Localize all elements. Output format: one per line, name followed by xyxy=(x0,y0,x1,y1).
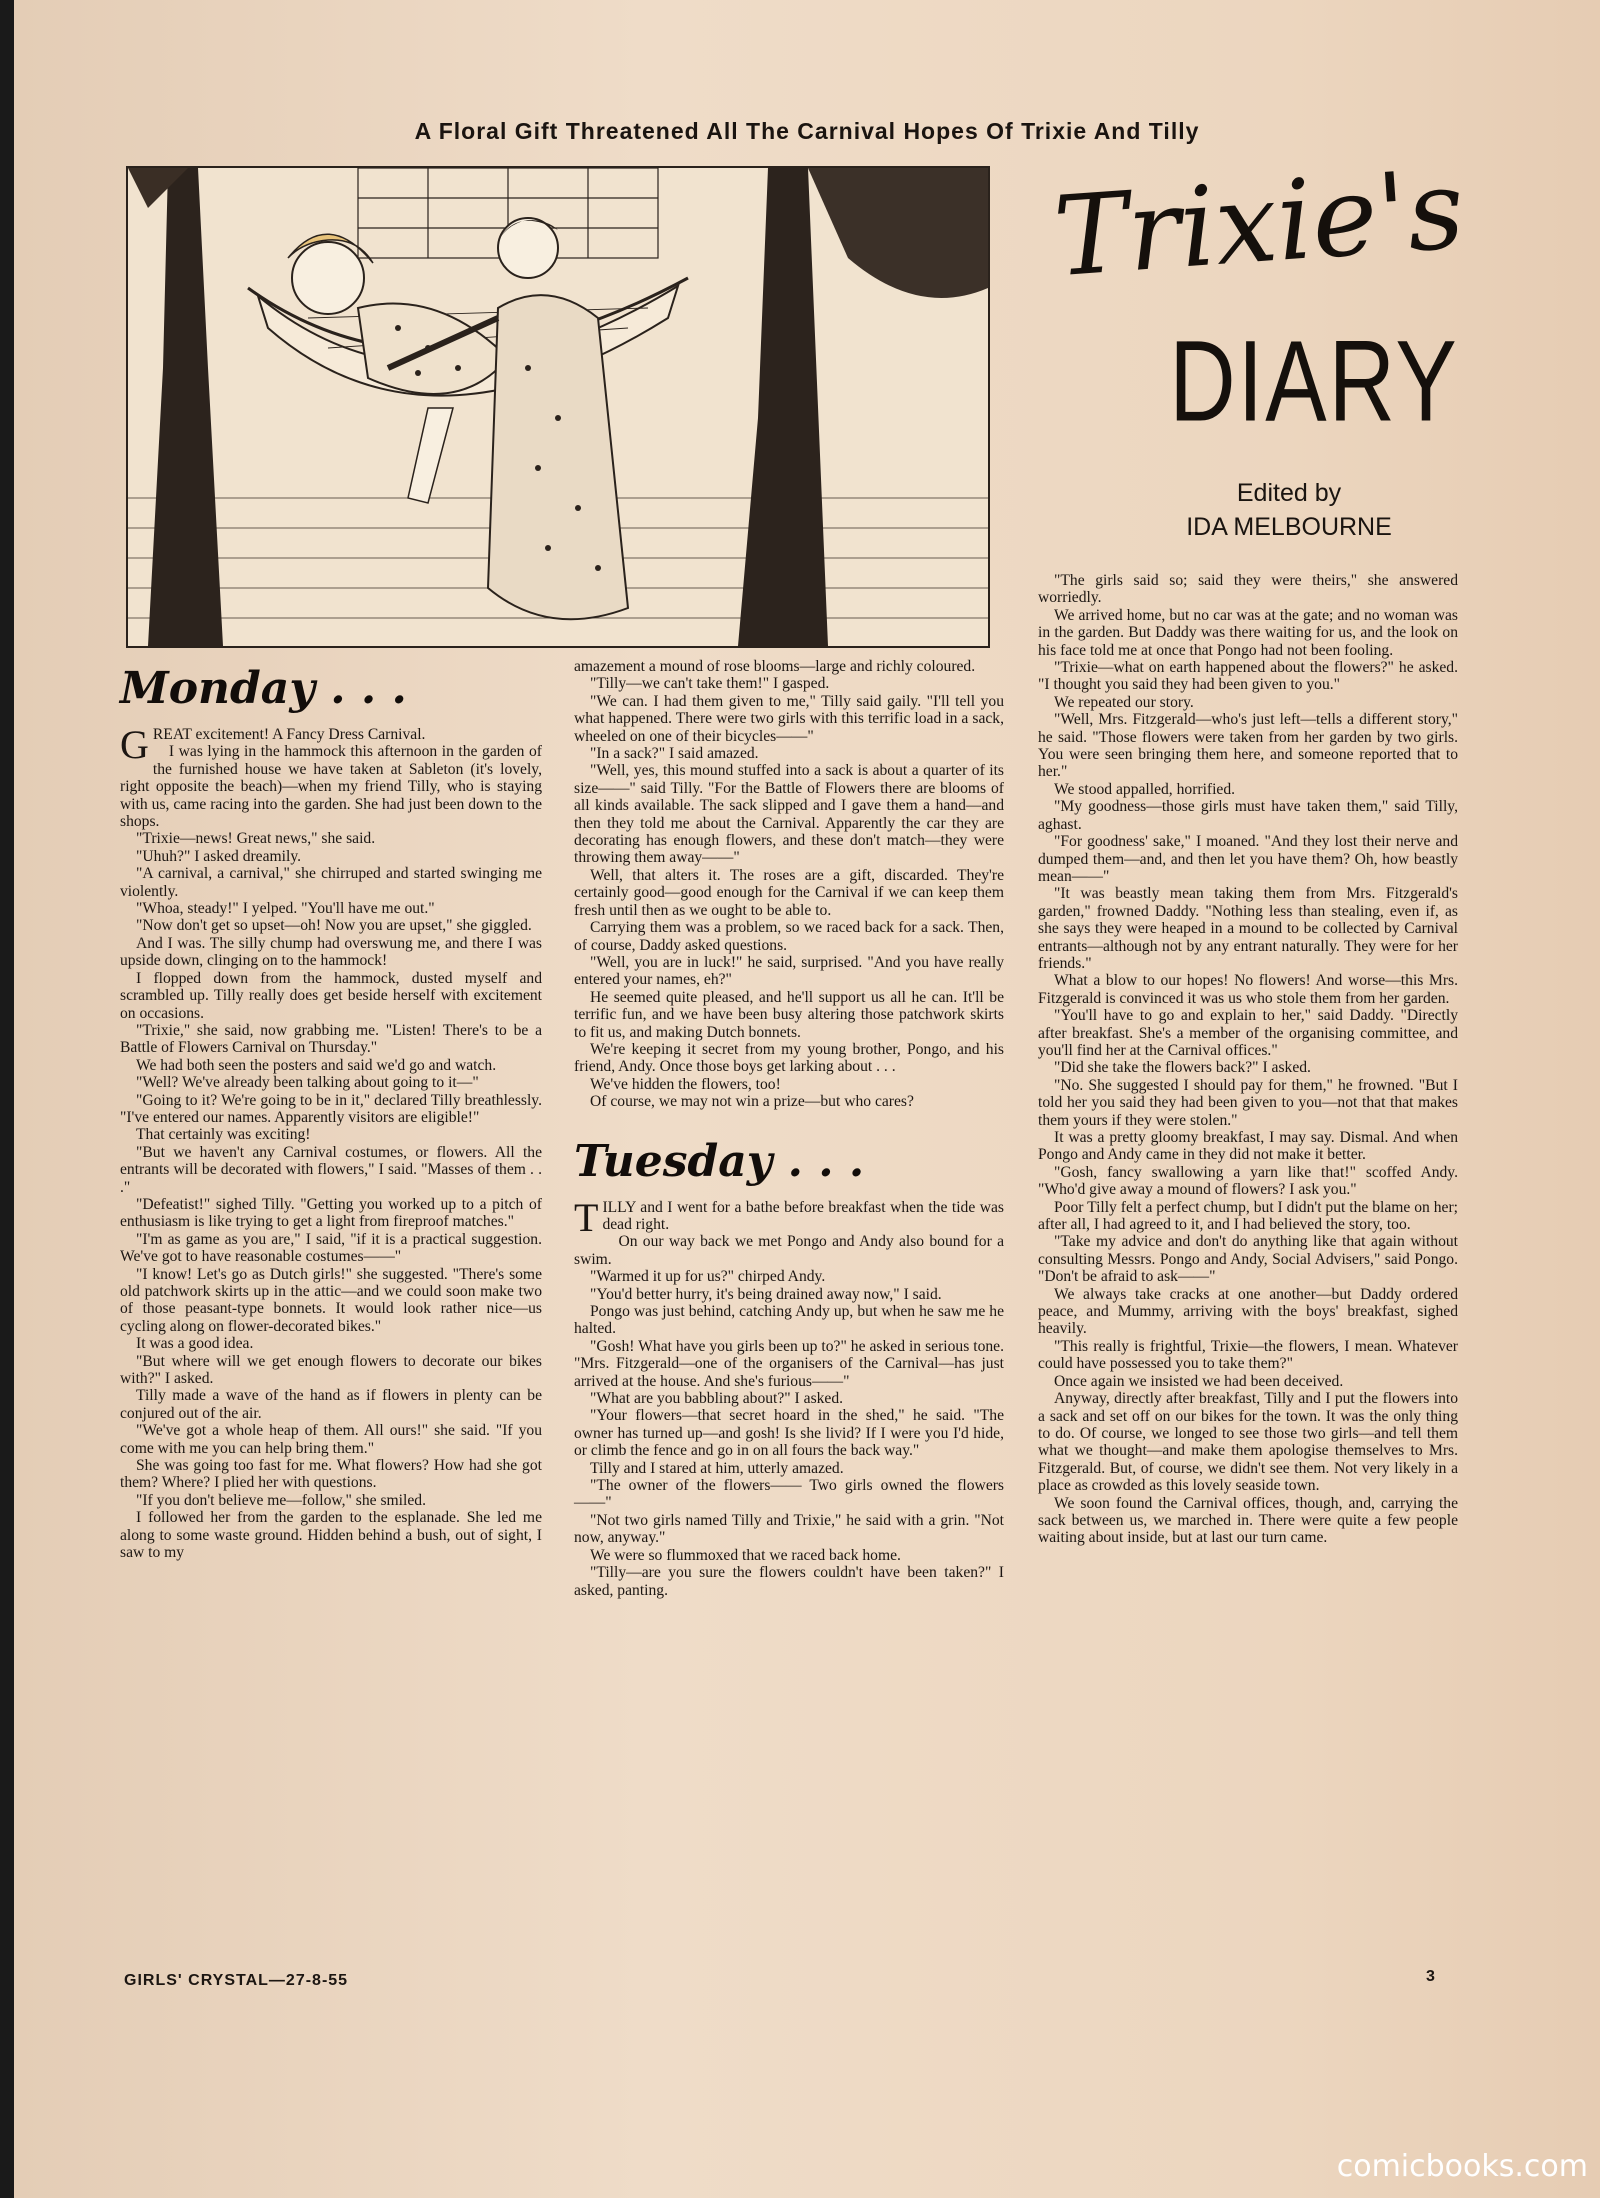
paragraph xyxy=(1038,1338,1458,1373)
paragraph-text: Once again we insisted we had been deceived. xyxy=(1054,1372,1344,1390)
paragraph-text: We're keeping it secret from my young brother, Pongo, and his friend, Andy. Once those boys get larking about . . . xyxy=(574,1040,1004,1076)
paragraph-text: On our way back we met Pongo and Andy also bound for a swim. xyxy=(574,1233,1004,1268)
paragraph-text: "Defeatist!" sighed Tilly. "Getting you worked up to a pitch of enthusiasm is like trying to get a light from fireproof matches." xyxy=(120,1195,542,1231)
paragraph xyxy=(1038,1373,1458,1390)
paragraph xyxy=(574,1268,1004,1285)
paragraph-text: "But where will we get enough flowers to decorate our bikes with?" I asked. xyxy=(120,1352,542,1388)
paragraph xyxy=(120,743,542,830)
paragraph xyxy=(574,1477,1004,1512)
headline: A Floral Gift Threatened All The Carnival Hopes Of Trixie And Tilly xyxy=(414,118,1200,144)
paragraph-text: "Not two girls named Tilly and Trixie," he said with a grin. "Not now, anyway." xyxy=(574,1511,1004,1547)
paragraph xyxy=(1038,1164,1458,1199)
paragraph-text: "Uhuh?" I asked dreamily. xyxy=(136,847,302,865)
paragraph-text: Carrying them was a problem, so we raced back for a sack. Then, of course, Daddy asked questions. xyxy=(574,919,1004,954)
paragraph xyxy=(1038,1286,1458,1338)
paragraph xyxy=(574,745,1004,762)
paragraph xyxy=(1038,1199,1458,1234)
paragraph xyxy=(574,1564,1004,1599)
paragraph xyxy=(120,1353,542,1388)
paragraph xyxy=(574,867,1004,919)
paragraph xyxy=(120,848,542,865)
tuesday-text-continued xyxy=(1038,572,1458,1547)
paragraph-text: "We've got a whole heap of them. All ours!" she said. "If you come with me you can help bring them." xyxy=(120,1422,542,1457)
paragraph-text: "You'd better hurry, it's being drained away now," I said. xyxy=(590,1285,942,1303)
paragraph-text: REAT excitement! A Fancy Dress Carnival. xyxy=(152,726,426,743)
paragraph xyxy=(574,989,1004,1041)
paragraph-text: He seemed quite pleased, and he'll support us all he can. It'll be terrific fun, and we have been busy altering those patchwork skirts to fit us, and making Dutch bonnets. xyxy=(574,988,1004,1041)
paragraph-text: "I'm as game as you are," I said, "if it is a practical suggestion. We've got to have reasonable costumes——" xyxy=(120,1230,542,1266)
tuesday-text xyxy=(574,1194,1004,1599)
paragraph-text: "No. She suggested I should pay for them," he frowned. "But I told her you said they had been given to you—not that that makes them yours if they were stolen." xyxy=(1038,1076,1458,1129)
paragraph-text: "Trixie—what on earth happened about the flowers?" he asked. "I thought you said they had been given to you." xyxy=(1038,659,1458,694)
paragraph-text: "Well? We've already been talking about going to it—" xyxy=(136,1074,479,1092)
paragraph xyxy=(574,1390,1004,1407)
paragraph-text: That certainly was exciting! xyxy=(136,1126,311,1144)
paragraph xyxy=(574,762,1004,866)
paragraph xyxy=(120,1196,542,1231)
paragraph-text: "But we haven't any Carnival costumes, or flowers. All the entrants will be decorated with flowers," I said. "Masses of them . . ." xyxy=(120,1143,542,1196)
paragraph xyxy=(120,917,542,934)
paragraph-text: "Tilly—we can't take them!" I gasped. xyxy=(590,675,830,693)
paragraph xyxy=(120,1457,542,1492)
paragraph-text: "Well, Mrs. Fitzgerald—who's just left—tells a different story," he said. "Those flowers were taken from her garden by two girls. You were seen bringing them here, and someone reported that to her." xyxy=(1038,711,1458,781)
paragraph xyxy=(120,830,542,847)
paragraph xyxy=(574,954,1004,989)
paragraph xyxy=(1038,885,1458,972)
paragraph-text: And I was. The silly chump had overswung me, and there I was upside down, clinging on to the hammock! xyxy=(120,934,542,970)
title-script: Trixie's xyxy=(1049,144,1469,302)
paragraph-text: "My goodness—those girls must have taken them," said Tilly, aghast. xyxy=(1038,798,1458,833)
paragraph-text: We arrived home, but no car was at the gate; and no woman was in the garden. But Daddy was there waiting for us, and the look on his face told me at once that Pongo had not been fooling. xyxy=(1038,606,1458,659)
paragraph-text: Well, that alters it. The roses are a gift, discarded. They're certainly good—good enough for the Carnival if we can keep them fresh until then as we ought to be able to. xyxy=(574,866,1004,919)
paragraph-text: Poor Tilly felt a perfect chump, but I didn't put the blame on her; after all, I had agreed to it, and I had believed the story, too. xyxy=(1038,1198,1458,1234)
magazine-page xyxy=(14,0,1600,2198)
paragraph xyxy=(120,1022,542,1057)
monday-heading: Monday . . . xyxy=(120,663,407,714)
paragraph-text: "Trixie—news! Great news," she said. xyxy=(136,830,376,848)
paragraph xyxy=(574,1093,1004,1110)
title-caps: DIARY xyxy=(1169,318,1459,446)
paragraph xyxy=(120,1231,542,1266)
paragraph xyxy=(574,1233,1004,1268)
paragraph xyxy=(574,1303,1004,1338)
paragraph-text: We repeated our story. xyxy=(1054,693,1194,711)
paragraph xyxy=(1038,1007,1458,1059)
paragraph xyxy=(1038,1233,1458,1285)
paragraph-text: "Tilly—are you sure the flowers couldn't have been taken?" I asked, panting. xyxy=(574,1564,1004,1599)
paragraph xyxy=(574,1041,1004,1076)
paragraph xyxy=(120,722,542,767)
magazine-issue-footer: GIRLS' CRYSTAL—27-8-55 xyxy=(124,1972,349,1989)
edited-by-label: Edited by xyxy=(1236,479,1342,507)
paragraph xyxy=(1038,607,1458,659)
paragraph-text: "We can. I had them given to me," Tilly said gaily. "I'll tell you what happened. There were two girls with this terrific load in a sack, wheeled on one of their bicycles——" xyxy=(574,692,1004,745)
paragraph-text: I was lying in the hammock this afternoon in the garden of the furnished house we have taken at Sableton (it's lovely, right opposite the beach)—when my friend Tilly, who is staying with us, came racing into the garden. She had just been down to the shops. xyxy=(120,743,542,831)
paragraph xyxy=(120,1266,542,1336)
paragraph-text: Anyway, directly after breakfast, Tilly and I put the flowers into a sack and set off on our bikes for the town. It was the only thing to do. Of course, we longed to see those two girls—and tell them what we thought—and make them apologise themselves to Mrs. Fitzgerald. But, of course, we didn't see them. Not very likely in a place as crowded as this lovely seaside town. xyxy=(1038,1390,1458,1495)
paragraph-text: "Well, you are in luck!" he said, surprised. "And you have really entered your names, eh?" xyxy=(574,953,1004,989)
paragraph xyxy=(1038,694,1458,711)
paragraph xyxy=(574,658,1004,675)
paragraph-text: "Now don't get so upset—oh! Now you are upset," she giggled. xyxy=(136,917,532,935)
paragraph-text: I followed her from the garden to the esplanade. She led me along to some waste ground. Hidden behind a bush, out of sight, I saw to my xyxy=(120,1509,542,1562)
paragraph-text: We soon found the Carnival offices, though, and, carrying the sack between us, we marched in. There were quite a few people waiting about inside, but at last our turn came. xyxy=(1038,1494,1458,1547)
tuesday-heading: Tuesday . . . xyxy=(574,1135,865,1187)
paragraph-text: Tilly and I stared at him, utterly amazed. xyxy=(590,1459,844,1477)
monday-text-continued xyxy=(574,658,1004,1111)
paragraph-text: "The girls said so; said they were theirs," she answered worriedly. xyxy=(1038,572,1458,607)
paragraph xyxy=(1038,572,1458,607)
paragraph xyxy=(120,1387,542,1422)
paragraph xyxy=(1038,1129,1458,1164)
paragraph-text: We always take cracks at one another—but Daddy ordered peace, and Mummy, arriving with the boys' breakfast, sighed heavily. xyxy=(1038,1285,1458,1338)
paragraph xyxy=(574,1338,1004,1390)
paragraph-text: "Warmed it up for us?" chirped Andy. xyxy=(590,1268,826,1286)
paragraph-text: "Did she take the flowers back?" I asked. xyxy=(1054,1059,1311,1077)
paragraph xyxy=(574,675,1004,692)
paragraph-text: "I know! Let's go as Dutch girls!" she suggested. "There's some old patchwork skirts up in the attic—and we could soon make two of those peasant-type bonnets. It would look rather nice—us cycling along on flower-decorated bikes." xyxy=(120,1265,542,1335)
paragraph xyxy=(1038,1059,1458,1076)
paragraph-text: "This really is frightful, Trixie—the flowers, I mean. Whatever could have possessed you to take them?" xyxy=(1038,1337,1458,1373)
paragraph-text: What a blow to our hopes! No flowers! And worse—this Mrs. Fitzgerald is convinced it was us who stole them from her garden. xyxy=(1038,972,1458,1007)
paragraph-text: "Gosh, fancy swallowing a yarn like that!" scoffed Andy. "Who'd give away a mound of flowers? I ask you." xyxy=(1038,1163,1458,1199)
paragraph xyxy=(574,1076,1004,1093)
paragraph xyxy=(1038,833,1458,885)
paragraph xyxy=(1038,1077,1458,1129)
paragraph-text: She was going too fast for me. What flowers? How had she got them? Where? I plied her with questions. xyxy=(120,1457,542,1492)
paragraph xyxy=(120,935,542,970)
paragraph xyxy=(120,1126,542,1143)
paragraph xyxy=(120,1492,542,1509)
paragraph-text: "A carnival, a carnival," she chirruped and started swinging me violently. xyxy=(120,865,542,900)
paragraph-text: We had both seen the posters and said we'd go and watch. xyxy=(136,1056,497,1074)
paragraph-text: Tilly made a wave of the hand as if flowers in plenty can be conjured out of the air. xyxy=(120,1387,542,1422)
paragraph-text: amazement a mound of rose blooms—large and richly coloured. xyxy=(574,658,976,675)
paragraph xyxy=(1038,1390,1458,1494)
paragraph xyxy=(120,1144,542,1196)
paragraph-text: "Gosh! What have you girls been up to?" he asked in serious tone. "Mrs. Fitzgerald—one of the organisers of the Carnival—has just arrived at the house. And she's furious——" xyxy=(574,1337,1004,1390)
paragraph xyxy=(574,1512,1004,1547)
paragraph xyxy=(574,693,1004,745)
paragraph-text: We were so flummoxed that we raced back home. xyxy=(590,1546,901,1564)
paragraph xyxy=(1038,972,1458,1007)
paragraph-text: It was a pretty gloomy breakfast, I may say. Dismal. And when Pongo and Andy came in they did not make it better. xyxy=(1038,1129,1458,1164)
hammock-illustration-icon xyxy=(128,168,988,646)
paragraph xyxy=(120,900,542,917)
column-3 xyxy=(1038,572,1458,1547)
paragraph-text: "Take my advice and don't do anything like that again without consulting Messrs. Pongo and Andy, Social Advisers," said Pongo. "Don't be afraid to ask——" xyxy=(1038,1233,1458,1286)
paragraph-text: "Trixie," she said, now grabbing me. "Listen! There's to be a Battle of Flowers Carnival on Thursday." xyxy=(120,1021,542,1057)
paragraph-text: We've hidden the flowers, too! xyxy=(590,1075,781,1093)
paragraph xyxy=(120,1335,542,1352)
paragraph xyxy=(574,1194,1004,1240)
paragraph xyxy=(120,1074,542,1091)
drop-cap: G xyxy=(120,722,149,767)
paragraph-text: ILLY and I went for a bathe before breakfast when the tide was dead right. xyxy=(602,1198,1004,1233)
paragraph xyxy=(120,865,542,900)
monday-text xyxy=(120,722,542,1562)
paragraph-text: It was a good idea. xyxy=(136,1335,254,1353)
paragraph-text: "You'll have to go and explain to her," said Daddy. "Directly after breakfast. She's a member of the organising committee, and you'll find her at the Carnival offices." xyxy=(1038,1007,1458,1059)
paragraph-text: Pongo was just behind, catching Andy up, but when he saw me he halted. xyxy=(574,1303,1004,1338)
byline xyxy=(1164,476,1414,544)
paragraph xyxy=(574,1286,1004,1303)
paragraph xyxy=(574,1407,1004,1459)
column-1 xyxy=(120,658,542,1562)
paragraph-text: "Whoa, steady!" I yelped. "You'll have me out." xyxy=(136,900,435,918)
paragraph-text: I flopped down from the hammock, dusted myself and scrambled up. Tilly really does get beside herself with excitement on occasions. xyxy=(120,969,542,1022)
paragraph-text: "For goodness' sake," I moaned. "And they lost their nerve and dumped them—and, and then let you have them? Oh, how beastly mean——" xyxy=(1038,833,1458,885)
watermark: comicbooks.com xyxy=(1336,2149,1588,2184)
paragraph-text: "If you don't believe me—follow," she smiled. xyxy=(136,1491,426,1509)
paragraph-text: Of course, we may not win a prize—but who cares? xyxy=(590,1093,914,1111)
paragraph-text: "It was beastly mean taking them from Mrs. Fitzgerald's garden," frowned Daddy. "Nothing less than stealing, even if, as she says they were heaped in a mound to be collected by Carnival entrants—although not by any entrant naturally. They were for her friends." xyxy=(1038,885,1458,972)
column-2 xyxy=(574,658,1004,1599)
paragraph-text: "What are you babbling about?" I asked. xyxy=(590,1390,844,1408)
paragraph xyxy=(120,1092,542,1127)
paragraph-text: "Your flowers—that secret hoard in the shed," he said. "The owner has turned up—and gosh! Is she livid? If I were you I'd hide, or climb the fence and go in on all fours the back way." xyxy=(574,1407,1004,1460)
paragraph xyxy=(120,1057,542,1074)
paragraph xyxy=(1038,1495,1458,1547)
hammock-illustration xyxy=(126,166,990,648)
paragraph-text: "Going to it? We're going to be in it," declared Tilly breathlessly. "I've entered our names. Apparently visitors are eligible!" xyxy=(120,1091,542,1126)
paragraph xyxy=(120,1509,542,1561)
paragraph xyxy=(120,1422,542,1457)
paragraph-text: "Well, yes, this mound stuffed into a sack is about a quarter of its size——" said Tilly. "For the Battle of Flowers there are blooms of all kinds available. The sack slipped and I gave them a hand—and then they told me about the Carnival. Apparently the car they are decorating has enough flowers, and these don't match—they were throwing them away——" xyxy=(574,762,1004,867)
paragraph xyxy=(1038,711,1458,781)
paragraph xyxy=(1038,781,1458,798)
paragraph-text: "The owner of the flowers—— Two girls owned the flowers——" xyxy=(574,1477,1004,1512)
paragraph xyxy=(574,1547,1004,1564)
paragraph-text: "In a sack?" I said amazed. xyxy=(590,745,759,763)
paragraph-text: We stood appalled, horrified. xyxy=(1054,780,1236,798)
paragraph xyxy=(1038,659,1458,694)
author-name: IDA MELBOURNE xyxy=(1186,513,1392,541)
paragraph xyxy=(120,970,542,1022)
drop-cap: T xyxy=(574,1194,599,1240)
paragraph xyxy=(574,1460,1004,1477)
paragraph xyxy=(1038,798,1458,833)
paragraph xyxy=(574,919,1004,954)
page-number: 3 xyxy=(1426,1968,1435,1985)
